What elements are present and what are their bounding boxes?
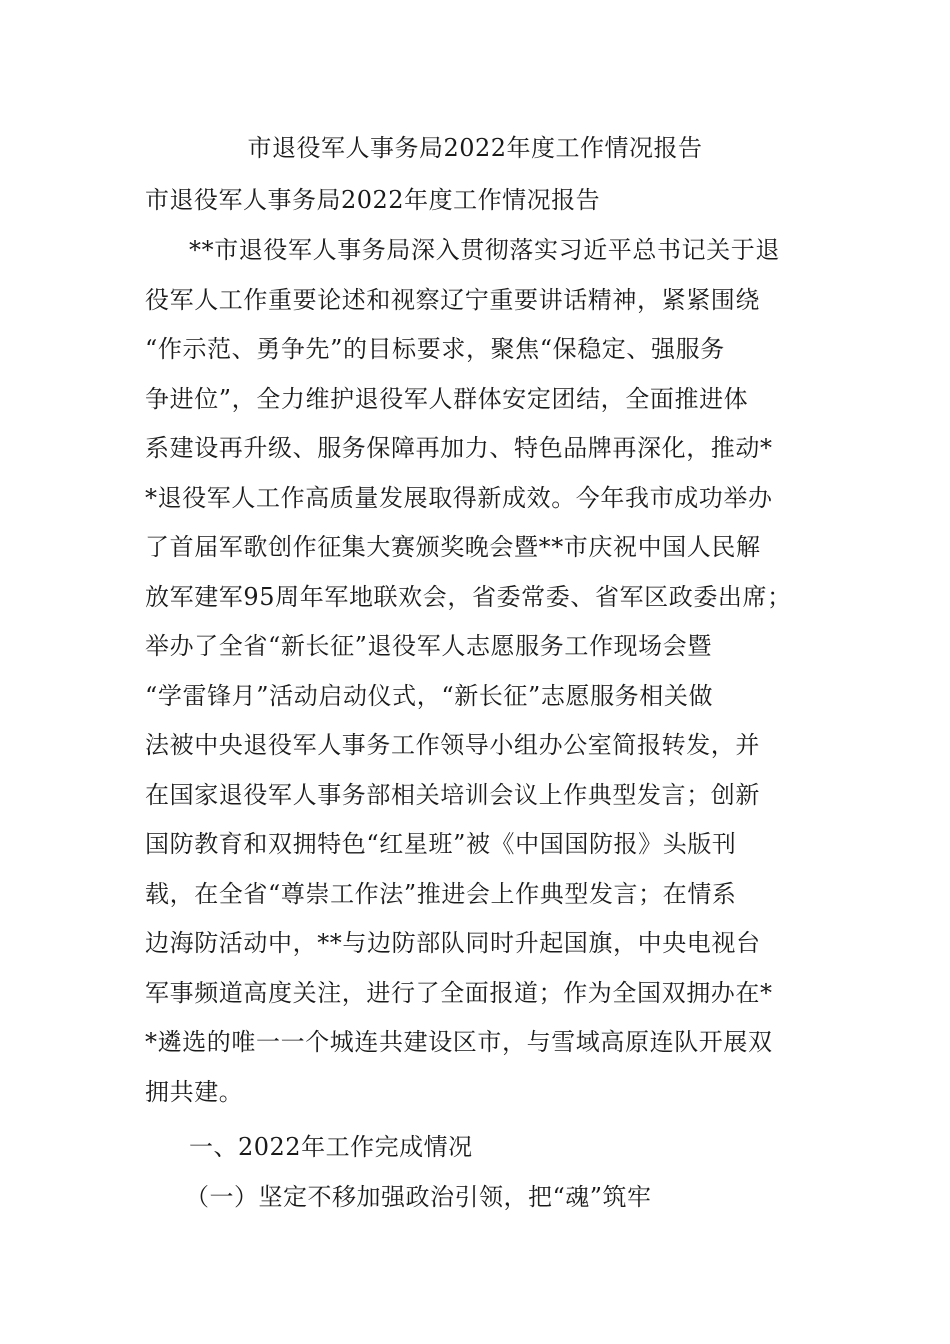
paragraph-line: 边海防活动中，**与边防部队同时升起国旗，中央电视台 [145, 929, 761, 957]
paragraph-line: **市退役军人事务局深入贯彻落实习近平总书记关于退 [189, 236, 780, 264]
document-subtitle: 市退役军人事务局2022年度工作情况报告 [145, 186, 601, 214]
paragraph-line: 争进位”，全力维护退役军人群体安定团结，全面推进体 [145, 384, 749, 413]
paragraph-line: 举办了全省“新长征”退役军人志愿服务工作现场会暨 [145, 632, 712, 660]
paragraph-line: 了首届军歌创作征集大赛颁奖晚会暨**市庆祝中国人民解 [145, 533, 761, 561]
paragraph-line: *遴选的唯一一个城连共建设区市，与雪域高原连队开展双 [145, 1028, 773, 1056]
paragraph-line: 国防教育和双拥特色“红星班”被《中国国防报》头版刊 [145, 830, 737, 858]
document-title: 市退役军人事务局2022年度工作情况报告 [247, 134, 703, 162]
intro-paragraph [145, 230, 825, 1121]
paragraph-line: 拥共建。 [145, 1077, 244, 1106]
paragraph-line: 在国家退役军人事务部相关培训会议上作典型发言；创新 [145, 780, 760, 809]
paragraph-line: *退役军人工作高质量发展取得新成效。今年我市成功举办 [145, 483, 773, 512]
paragraph-line: 法被中央退役军人事务工作领导小组办公室简报转发，并 [145, 731, 760, 759]
paragraph-line: 载，在全省“尊崇工作法”推进会上作典型发言；在情系 [145, 879, 737, 908]
paragraph-line: 放军建军95周年军地联欢会，省委常委、省军区政委出席； [145, 582, 792, 611]
paragraph-line: 系建设再升级、服务保障再加力、特色品牌再深化，推动* [145, 434, 773, 462]
paragraph-line: “作示范、勇争先”的目标要求，聚焦“保稳定、强服务 [145, 335, 725, 363]
subsection-heading: （一）坚定不移加强政治引领，把“魂”筑牢 [185, 1183, 652, 1211]
paragraph-line: 军事频道高度关注，进行了全面报道；作为全国双拥办在* [145, 978, 773, 1007]
section-heading: 一、2022年工作完成情况 [189, 1133, 473, 1161]
paragraph-line: “学雷锋月”活动启动仪式，“新长征”志愿服务相关做 [145, 681, 714, 710]
paragraph-line: 役军人工作重要论述和视察辽宁重要讲话精神，紧紧围绕 [145, 285, 760, 314]
